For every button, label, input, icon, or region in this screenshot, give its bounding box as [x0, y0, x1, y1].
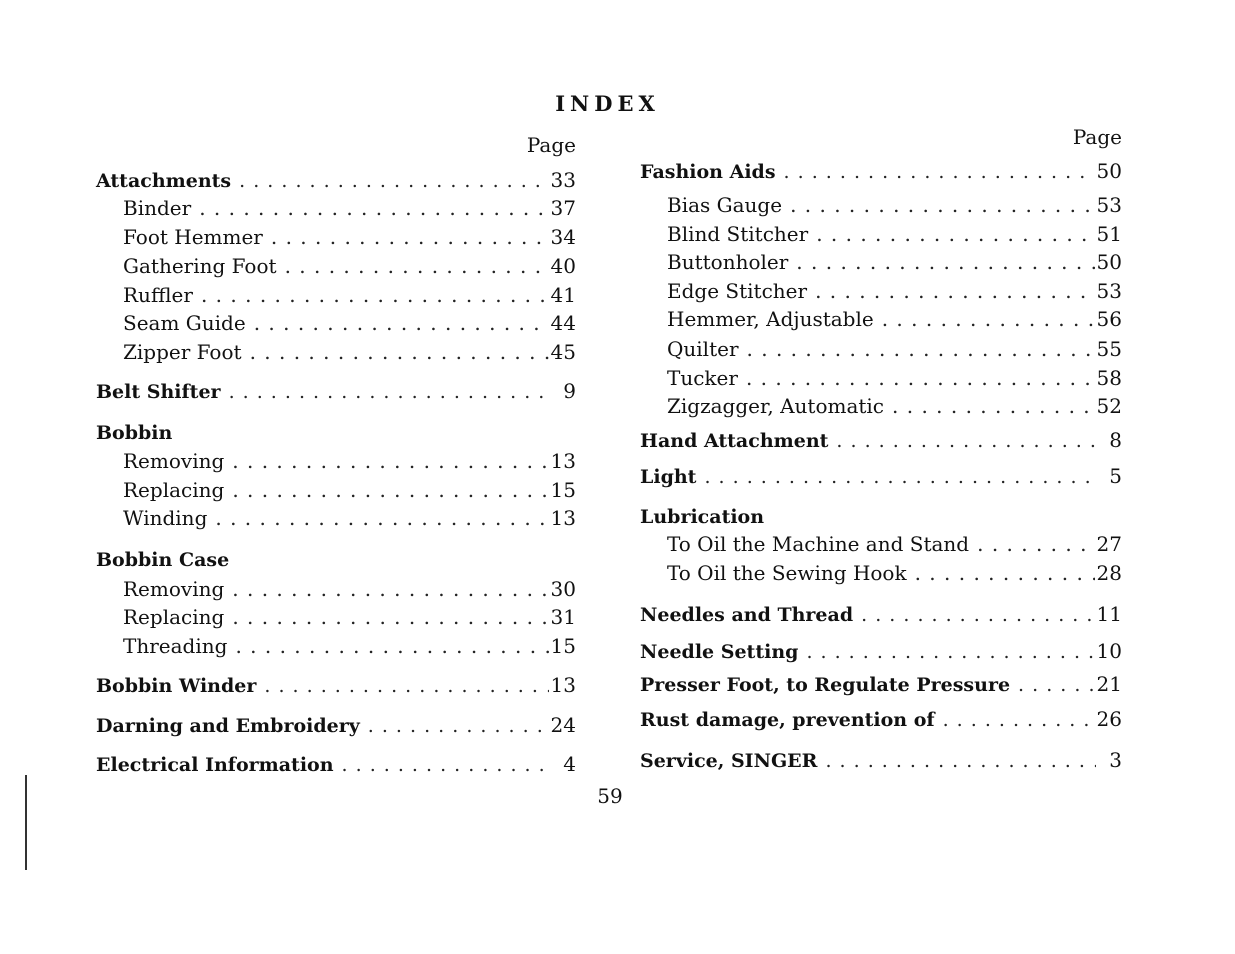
dot-leader [790, 193, 1094, 217]
index-subentry [96, 449, 576, 473]
dot-leader [796, 250, 1094, 274]
page-number: 59 [597, 784, 623, 808]
page-column-header: Page [1072, 125, 1122, 149]
entry-label: Seam Guide [123, 311, 246, 335]
index-subentry [96, 225, 576, 249]
entry-label: Rust damage, prevention of [640, 709, 935, 731]
entry-page-number: 33 [550, 168, 576, 192]
entry-page-number: 58 [1096, 366, 1122, 390]
entry-label: Hand Attachment [640, 430, 829, 452]
dot-leader [342, 753, 550, 777]
index-entry [640, 159, 1122, 184]
entry-page-number: 53 [1096, 193, 1122, 217]
index-entry [640, 639, 1122, 664]
dot-leader [943, 708, 1095, 732]
dot-leader [368, 714, 549, 738]
entry-label: Fashion Aids [640, 161, 776, 183]
index-subentry [96, 254, 576, 278]
dot-leader [229, 380, 550, 404]
entry-label: Replacing [123, 478, 225, 502]
index-entry [96, 673, 576, 698]
index-entry [640, 748, 1122, 773]
dot-leader [815, 279, 1094, 303]
dot-leader [232, 478, 548, 502]
dot-leader [199, 196, 548, 220]
entry-label: Hemmer, Adjustable [667, 307, 874, 331]
index-subentry [640, 561, 1122, 585]
dot-leader [1018, 673, 1095, 697]
index-entry [640, 428, 1122, 453]
entry-page-number: 52 [1096, 394, 1122, 418]
entry-page-number: 13 [550, 673, 576, 697]
index-subentry [640, 222, 1122, 246]
dot-leader [816, 222, 1094, 246]
dot-leader [882, 307, 1095, 331]
index-subentry [96, 605, 576, 629]
dot-leader [235, 634, 548, 658]
dot-leader [239, 169, 548, 193]
dot-leader [285, 254, 549, 278]
entry-label: Edge Stitcher [667, 279, 808, 303]
entry-page-number: 56 [1096, 307, 1122, 331]
entry-label: Removing [123, 449, 225, 473]
entry-page-number: 28 [1096, 561, 1122, 585]
entry-page-number: 15 [550, 634, 576, 658]
index-subentry [640, 193, 1122, 217]
entry-label: Needle Setting [640, 641, 799, 663]
entry-page-number: 50 [1096, 250, 1122, 274]
entry-page-number: 9 [563, 379, 576, 403]
entry-page-number: 34 [550, 225, 576, 249]
dot-leader [915, 561, 1095, 585]
entry-label: Binder [123, 196, 192, 220]
entry-label: Bobbin Winder [96, 675, 257, 697]
dot-leader [747, 337, 1095, 361]
dot-leader [861, 603, 1094, 627]
index-entry [640, 464, 1122, 489]
entry-label: Buttonholer [667, 250, 789, 274]
index-entry [640, 672, 1122, 697]
index-subentry [640, 250, 1122, 274]
index-subentry [640, 532, 1122, 556]
entry-label: Replacing [123, 605, 225, 629]
entry-page-number: 10 [1096, 639, 1122, 663]
entry-label: Removing [123, 577, 225, 601]
index-subentry [96, 506, 576, 530]
index-entry [96, 713, 576, 738]
dot-leader [232, 449, 548, 473]
scan-edge-line [25, 775, 27, 870]
dot-leader [825, 749, 1096, 773]
index-subentry [640, 337, 1122, 361]
entry-page-number: 21 [1096, 672, 1122, 696]
entry-page-number: 44 [550, 311, 576, 335]
entry-label: Zipper Foot [123, 340, 242, 364]
index-entry [96, 548, 576, 572]
dot-leader [746, 366, 1095, 390]
dot-leader [215, 506, 548, 530]
entry-page-number: 13 [550, 449, 576, 473]
dot-leader [250, 340, 549, 364]
index-subentry [640, 307, 1122, 331]
entry-label: Threading [123, 634, 228, 658]
dot-leader [784, 160, 1095, 184]
entry-label: Presser Foot, to Regulate Pressure [640, 674, 1011, 696]
entry-label: Electrical Information [96, 754, 334, 776]
index-subentry [96, 340, 576, 364]
entry-page-number: 40 [550, 254, 576, 278]
index-subentry [96, 196, 576, 220]
entry-page-number: 30 [550, 577, 576, 601]
entry-label: Bobbin Case [96, 549, 230, 571]
entry-page-number: 50 [1096, 159, 1122, 183]
entry-page-number: 11 [1096, 602, 1122, 626]
entry-page-number: 37 [550, 196, 576, 220]
index-subentry [96, 634, 576, 658]
entry-label: Lubrication [640, 506, 765, 528]
entry-label: To Oil the Machine and Stand [667, 532, 970, 556]
entry-label: Belt Shifter [96, 381, 221, 403]
index-subentry [640, 279, 1122, 303]
index-subentry [640, 394, 1122, 418]
index-subentry [96, 311, 576, 335]
index-subentry [96, 577, 576, 601]
entry-page-number: 8 [1109, 428, 1122, 452]
dot-leader [806, 640, 1094, 664]
entry-page-number: 3 [1109, 748, 1122, 772]
entry-label: Darning and Embroidery [96, 715, 360, 737]
entry-label: Bobbin [96, 422, 173, 444]
dot-leader [977, 532, 1094, 556]
entry-page-number: 51 [1096, 222, 1122, 246]
entry-label: To Oil the Sewing Hook [667, 561, 907, 585]
index-entry [640, 505, 1122, 529]
entry-page-number: 27 [1096, 532, 1122, 556]
dot-leader [892, 394, 1095, 418]
page-column-header: Page [526, 133, 576, 157]
entry-page-number: 13 [550, 506, 576, 530]
dot-leader [201, 283, 549, 307]
dot-leader [704, 465, 1096, 489]
entry-label: Light [640, 466, 697, 488]
index-entry [640, 707, 1122, 732]
index-subentry [96, 478, 576, 502]
index-subentry [640, 366, 1122, 390]
entry-label: Bias Gauge [667, 193, 783, 217]
entry-label: Service, SINGER [640, 750, 818, 772]
entry-label: Attachments [96, 170, 232, 192]
entry-page-number: 24 [550, 713, 576, 737]
dot-leader [254, 311, 549, 335]
entry-label: Ruffler [123, 283, 193, 307]
entry-page-number: 53 [1096, 279, 1122, 303]
index-entry [96, 379, 576, 404]
dot-leader [264, 674, 548, 698]
entry-page-number: 5 [1109, 464, 1122, 488]
entry-label: Quilter [667, 337, 739, 361]
dot-leader [232, 577, 548, 601]
dot-leader [836, 429, 1096, 453]
entry-page-number: 15 [550, 478, 576, 502]
dot-leader [232, 605, 548, 629]
entry-label: Winding [123, 506, 208, 530]
entry-page-number: 45 [550, 340, 576, 364]
entry-label: Blind Stitcher [667, 222, 809, 246]
index-subentry [96, 283, 576, 307]
entry-label: Needles and Thread [640, 604, 854, 626]
entry-label: Gathering Foot [123, 254, 277, 278]
entry-page-number: 26 [1096, 707, 1122, 731]
entry-page-number: 31 [550, 605, 576, 629]
entry-page-number: 4 [563, 752, 576, 776]
index-entry [640, 602, 1122, 627]
entry-page-number: 55 [1096, 337, 1122, 361]
entry-page-number: 41 [550, 283, 576, 307]
dot-leader [271, 225, 549, 249]
page-title: INDEX [555, 91, 660, 116]
index-entry [96, 752, 576, 777]
index-entry [96, 168, 576, 193]
entry-label: Foot Hemmer [123, 225, 263, 249]
entry-label: Zigzagger, Automatic [667, 394, 885, 418]
index-entry [96, 421, 576, 445]
entry-label: Tucker [667, 366, 738, 390]
